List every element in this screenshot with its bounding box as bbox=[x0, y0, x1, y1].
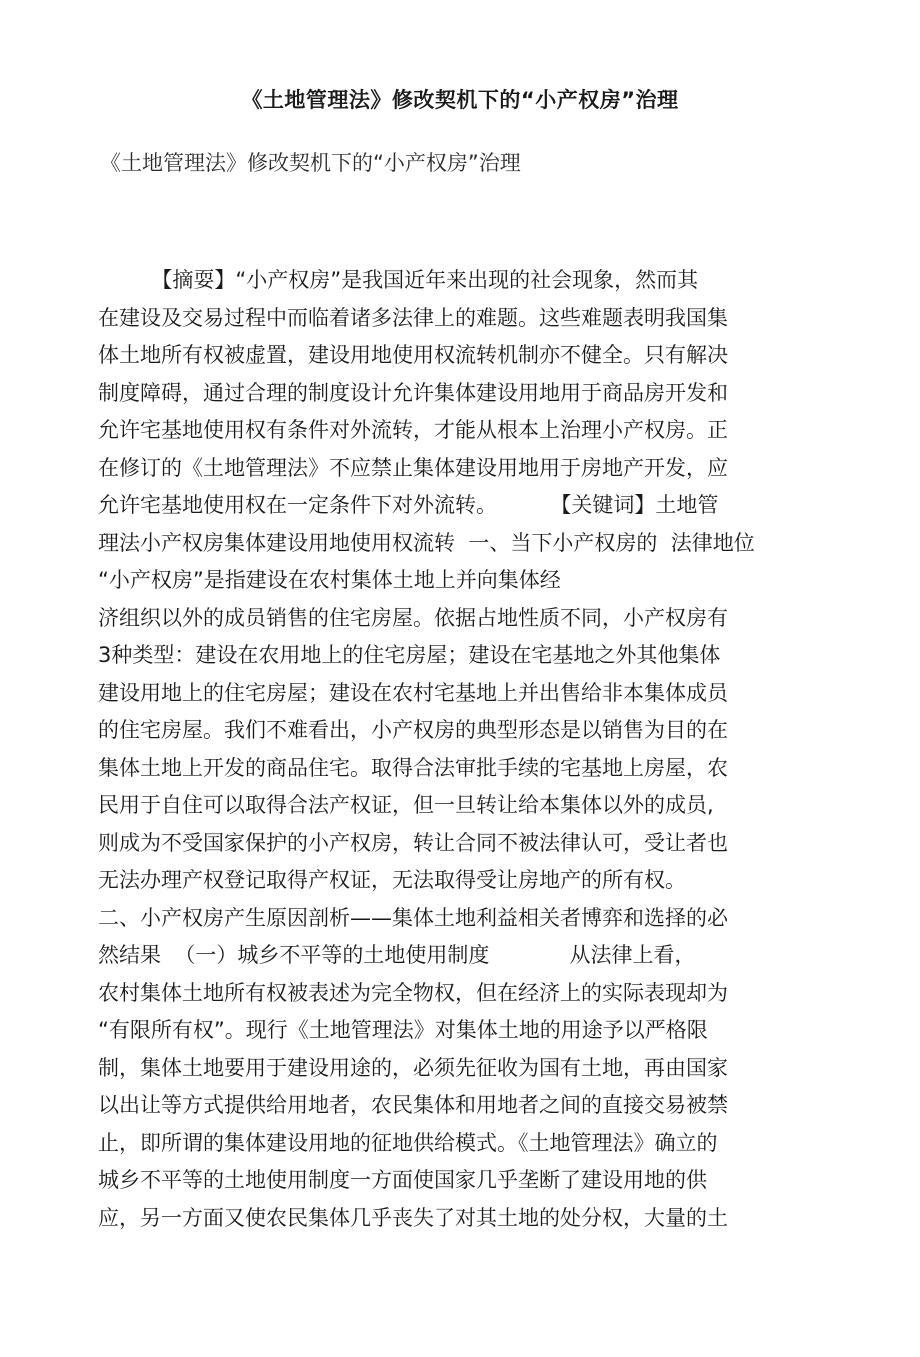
document-title: 《土地管理法》修改契机下的“小产权房”治理 bbox=[241, 88, 679, 112]
body-line: “有限所有权”。现行《土地管理法》对集体土地的用途予以严格限 bbox=[98, 1018, 708, 1042]
body-line: 建设用地上的住宅房屋；建设在农村宅基地上并出售给非本集体成员 bbox=[98, 680, 728, 705]
document-body bbox=[98, 262, 828, 1237]
body-line: 济组织以外的成员销售的住宅房屋。依据占地性质不同，小产权房有 bbox=[98, 605, 728, 630]
body-line: 3种类型：建设在农用地上的住宅房屋；建设在宅基地之外其他集体 bbox=[98, 643, 721, 667]
document-subtitle: 《土地管理法》修改契机下的“小产权房”治理 bbox=[100, 151, 521, 175]
body-line: 止，即所谓的集体建设用地的征地供给模式。《土地管理法》确立的 bbox=[98, 1130, 718, 1155]
body-line: 理法小产权房集体建设用地使用权流转 一、当下小产权房的 法律地位 bbox=[98, 530, 755, 555]
body-line: 制度障碍，通过合理的制度设计允许集体建设用地用于商品房开发和 bbox=[98, 380, 728, 405]
body-line: 在修订的《土地管理法》不应禁止集体建设用地用于房地产开发，应 bbox=[98, 455, 728, 480]
body-line: 则成为不受国家保护的小产权房，转让合同不被法律认可，受让者也 bbox=[98, 830, 728, 855]
body-line: 民用于自住可以取得合法产权证，但一旦转让给本集体以外的成员, bbox=[98, 793, 714, 817]
body-line: 的住宅房屋。我们不难看出，小产权房的典型形态是以销售为目的在 bbox=[98, 718, 728, 742]
body-line: 然结果 （一）城乡不平等的土地使用制度 从法律上看， bbox=[98, 943, 696, 967]
body-line: 无法办理产权登记取得产权证，无法取得受让房地产的所有权。 bbox=[98, 868, 686, 892]
body-line: 【摘耍】“小产权房”是我国近年来出现的社会现象，然而其 bbox=[98, 268, 699, 292]
body-line: 城乡不平等的土地使用制度一方面使国家几乎垄断了建设用地的供 bbox=[98, 1168, 707, 1192]
body-line: 应，另一方面又使农民集体几乎丧失了对其土地的处分权，大量的土 bbox=[98, 1205, 728, 1230]
body-line: 二、小产权房产生原因剖析——集体土地利益相关者博弈和选择的必 bbox=[98, 905, 728, 930]
body-line: 体土地所有权被虚置，建设用地使用权流转机制亦不健全。只有解决 bbox=[98, 343, 728, 367]
body-line: “小产权房”是指建设在农村集体土地上并向集体经 bbox=[98, 568, 561, 592]
body-line: 农村集体土地所有权被表述为完全物权，但在经济上的实际表现却为 bbox=[98, 980, 728, 1005]
body-line: 制，集体土地要用于建设用途的，必须先征收为国有土地，再由国家 bbox=[98, 1055, 728, 1080]
body-line: 允许宅基地使用权有条件对外流转，才能从根本上治理小产权房。正 bbox=[98, 418, 728, 442]
body-line: 在建设及交易过程中而临着诸多法律上的难题。这些难题表明我国集 bbox=[98, 305, 728, 330]
body-line: 以出让等方式提供给用地者，农民集体和用地者之间的直接交易被禁 bbox=[98, 1093, 728, 1117]
body-line: 允许宅基地使用权在一定条件下对外流转。 【关键词】土地管 bbox=[98, 493, 719, 517]
body-line: 集体土地上开发的商品住宅。取得合法审批手续的宅基地上房屋，农 bbox=[98, 755, 728, 780]
